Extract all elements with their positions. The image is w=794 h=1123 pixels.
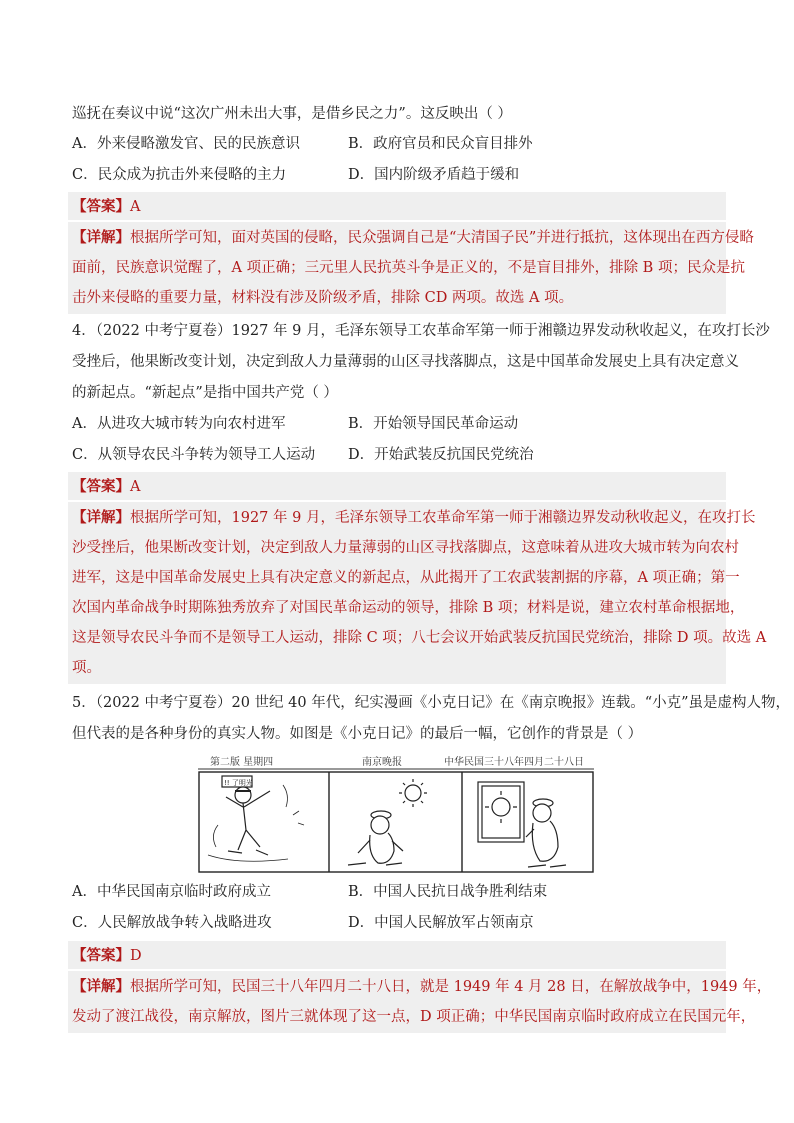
- answer-tag: 【答案】: [72, 947, 130, 964]
- answer-value: D: [130, 948, 142, 964]
- comic-strip-image: [198, 755, 594, 873]
- answer-tag: 【答案】: [72, 478, 130, 495]
- q5-option-d: D．中国人民解放军占领南京: [348, 915, 534, 931]
- q3-answer: [72, 197, 140, 217]
- comic-caption-left: 第二版 星期四: [210, 757, 274, 768]
- detail-tag: 【详解】: [72, 978, 130, 995]
- q4-detail-line-6: 项。: [72, 660, 101, 676]
- q4-detail-line-1: 【详解】根据所学可知，1927 年 9 月，毛泽东领导工农革命军第一师于湘赣边界发动秋收起义，在攻打长: [72, 509, 756, 526]
- comic-speech-bubble: !! 了明光: [224, 779, 253, 787]
- q5-detail-line-1: 【详解】根据所学可知，民国三十八年四月二十八日，就是 1949 年 4 月 28 日，在解放战争中，1949 年，: [72, 978, 772, 995]
- q5-option-a: A．中华民国南京临时政府成立: [72, 884, 271, 900]
- q3-option-b: B．政府官员和民众盲目排外: [348, 136, 533, 152]
- q4-option-b: B．开始领导国民革命运动: [348, 416, 519, 432]
- q4-stem-line-1: 4．（2022 中考宁夏卷）1927 年 9 月，毛泽东领导工农革命军第一师于湘赣边界发动秋收起义，在攻打长沙: [72, 323, 770, 339]
- q4-detail-line-2: 沙受挫后，他果断改变计划，决定到敌人力量薄弱的山区寻找落脚点，这意味着从进攻大城市转为向农村: [72, 540, 739, 556]
- q5-answer-box: [68, 941, 726, 969]
- q3-detail-line-2: 面前，民族意识觉醒了，A 项正确；三元里人民抗英斗争是正义的，不是盲目排外，排除 B 项；民众是抗: [72, 260, 745, 276]
- answer-value: A: [130, 199, 141, 215]
- q4-answer: [72, 477, 140, 497]
- q4-detail-line-3: 进军，这是中国革命发展史上具有决定意义的新起点，从此揭开了工农武装割据的序幕，A 项正确；第一: [72, 570, 740, 586]
- q4-option-c: C．从领导农民斗争转为领导工人运动: [72, 447, 316, 463]
- q4-option-d: D．开始武装反抗国民党统治: [348, 447, 534, 463]
- q3-detail-line-3: 击外来侵略的重要力量，材料没有涉及阶级矛盾，排除 CD 两项。故选 A 项。: [72, 290, 574, 306]
- q5-detail-box: [68, 971, 772, 1033]
- q5-detail-line-2: 发动了渡江战役，南京解放，图片三就体现了这一点，D 项正确；中华民国南京临时政府成立在民国元年，: [72, 1009, 756, 1025]
- answer-tag: 【答案】: [72, 198, 130, 215]
- detail-tag: 【详解】: [72, 509, 130, 526]
- q4-stem-line-3: 的新起点。“新起点”是指中国共产党（ ）: [72, 385, 338, 401]
- answer-value: A: [130, 479, 141, 495]
- q3-option-a: A．外来侵略激发官、民的民族意识: [72, 136, 300, 152]
- q5-stem-line-2: 但代表的是各种身份的真实人物。如图是《小克日记》的最后一幅，它创作的背景是（ ）: [72, 726, 643, 742]
- q4-detail-line-4: 次国内革命战争时期陈独秀放弃了对国民革命运动的领导，排除 B 项；材料是说，建立农村革命根据地，: [72, 600, 745, 616]
- q5-stem-line-1: 5．（2022 中考宁夏卷）20 世纪 40 年代，纪实漫画《小克日记》在《南京晚报》连载。“小克”虽是虚构人物，: [72, 695, 791, 711]
- q4-detail-line-5: 这是领导农民斗争而不是领导工人运动，排除 C 项；八七会议开始武装反抗国民党统治，排除 D 项。故选 A: [72, 630, 767, 646]
- q4-detail-box: [68, 502, 767, 684]
- q3-option-d: D．国内阶级矛盾趋于缓和: [348, 167, 520, 183]
- comic-caption-mid: 南京晚报: [362, 757, 402, 768]
- q4-option-a: A．从进攻大城市转为向农村进军: [72, 416, 286, 432]
- q5-answer: [72, 946, 142, 966]
- detail-tag: 【详解】: [72, 229, 130, 246]
- q3-stem-tail: 巡抚在奏议中说“这次广州未出大事，是借乡民之力”。这反映出（ ）: [72, 106, 512, 122]
- q3-detail-line-1: 【详解】根据所学可知，面对英国的侵略，民众强调自己是“大清国子民”并进行抵抗，这体现出在西方侵略: [72, 229, 754, 246]
- q4-answer-box: [68, 472, 726, 500]
- q4-stem-line-2: 受挫后，他果断改变计划，决定到敌人力量薄弱的山区寻找落脚点，这是中国革命发展史上具有决定意义: [72, 354, 739, 370]
- q5-option-c: C．人民解放战争转入战略进攻: [72, 915, 272, 931]
- comic-caption-right: 中华民国三十八年四月二十八日: [444, 757, 584, 768]
- q3-answer-box: [68, 192, 726, 220]
- q3-option-c: C．民众成为抗击外来侵略的主力: [72, 167, 287, 183]
- q3-detail-box: [68, 222, 754, 314]
- q5-option-b: B．中国人民抗日战争胜利结束: [348, 884, 548, 900]
